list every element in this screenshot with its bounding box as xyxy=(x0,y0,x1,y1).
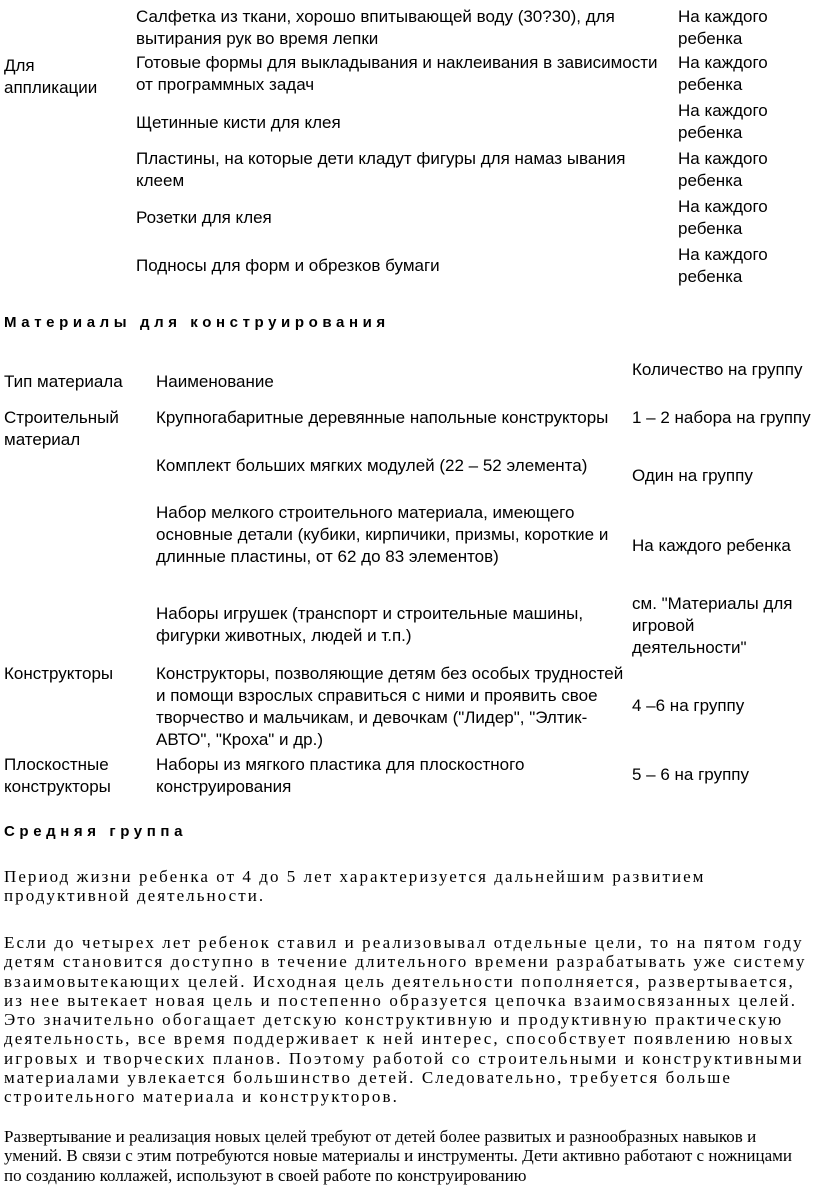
applique-row-6-name: Подносы для форм и обрезков бумаги xyxy=(136,256,440,275)
middle-group-paragraph-2: Если до четырех лет ребенок ставил и реализовывал отдельные цели, то на пятом году детям становится доступно в течение длительного времени разрабатывать уже систему взаимовытекающих целей. Исходная цель деятельности пополняется, развертывается, из нее вытекает новая цель и постепенно образуется цепочка взаимосвязанных целей. Это значительно обогащает детскую конструктивную и продуктивную практическую деятельность, все время поддерживает к ней интерес, способствует появлению новых игровых и творческих планов. Поэтому работой со строительными и конструктивными материалами увлекается большинство детей. Следовательно, требуется больше строительного материала и конструкторов. xyxy=(4,933,807,1107)
applique-type-label: Для аппликации xyxy=(4,56,98,97)
middle-group-paragraph-1: Период жизни ребенка от 4 до 5 лет характеризуется дальнейшим развитием продуктивной деятельности. xyxy=(4,867,706,906)
construction-row-6-type: Плоскостные конструкторы xyxy=(4,755,111,796)
applique-row-6-qty: На каждого ребенка xyxy=(678,245,768,286)
construction-row-3-name: Набор мелкого строительного материала, имеющего основные детали (кубики, кирпичики, призмы, короткие и длинные пластины, от 62 до 83 элементов) xyxy=(156,503,609,566)
construction-row-4-name: Наборы игрушек (транспорт и строительные машины, фигурки животных, людей и т.п.) xyxy=(156,604,584,645)
applique-row-1-name: Салфетка из ткани, хорошо впитывающей воду (30?30), для вытирания рук во время лепки xyxy=(136,7,615,48)
construction-row-1-qty: 1 – 2 набора на группу xyxy=(632,408,811,427)
construction-row-6-qty: 5 – 6 на группу xyxy=(632,765,749,784)
construction-row-6-name: Наборы из мягкого пластика для плоскостного конструирования xyxy=(156,755,525,796)
applique-row-5-qty: На каждого ребенка xyxy=(678,197,768,238)
construction-row-4-qty: см. "Материалы для игровой деятельности" xyxy=(632,594,793,657)
applique-row-4-name: Пластины, на которые дети кладут фигуры для намаз ывания клеем xyxy=(136,149,626,190)
col-header-qty: Количество на группу xyxy=(632,360,803,379)
construction-row-3-qty: На каждого ребенка xyxy=(632,536,791,555)
construction-heading: Материалы для конструирования xyxy=(4,314,390,331)
col-header-type: Тип материала xyxy=(4,372,123,391)
construction-row-2-qty: Один на группу xyxy=(632,466,753,485)
applique-row-1-qty: На каждого ребенка xyxy=(678,7,768,48)
applique-row-3-qty: На каждого ребенка xyxy=(678,101,768,142)
construction-row-1-type: Строительный материал xyxy=(4,408,119,449)
applique-row-4-qty: На каждого ребенка xyxy=(678,149,768,190)
applique-row-2-name: Готовые формы для выкладывания и наклеивания в зависимости от программных задач xyxy=(136,53,658,94)
construction-row-5-qty: 4 –6 на группу xyxy=(632,696,745,715)
middle-group-heading: Средняя группа xyxy=(4,823,188,840)
construction-row-1-name: Крупногабаритные деревянные напольные конструкторы xyxy=(156,408,609,427)
applique-row-2-qty: На каждого ребенка xyxy=(678,53,768,94)
applique-row-5-name: Розетки для клея xyxy=(136,208,272,227)
construction-row-5-type: Конструкторы xyxy=(4,664,114,683)
construction-row-2-name: Комплект больших мягких модулей (22 – 52 элемента) xyxy=(156,456,588,475)
middle-group-paragraph-3: Развертывание и реализация новых целей требуют от детей более развитых и разнообразных навыков и умений. В связи с этим потребуются новые материалы и инструменты. Дети активно работают с ножницами по созданию коллажей, используют в своей работе по конструированию xyxy=(4,1127,792,1185)
col-header-name: Наименование xyxy=(156,372,274,391)
applique-row-3-name: Щетинные кисти для клея xyxy=(136,113,341,132)
construction-row-5-name: Конструкторы, позволяющие детям без особых трудностей и помощи взрослых справиться с ними и проявить свое творчество и мальчикам, и девочкам ("Лидер", "Элтик-АВТО", "Кроха" и др.) xyxy=(156,664,624,749)
